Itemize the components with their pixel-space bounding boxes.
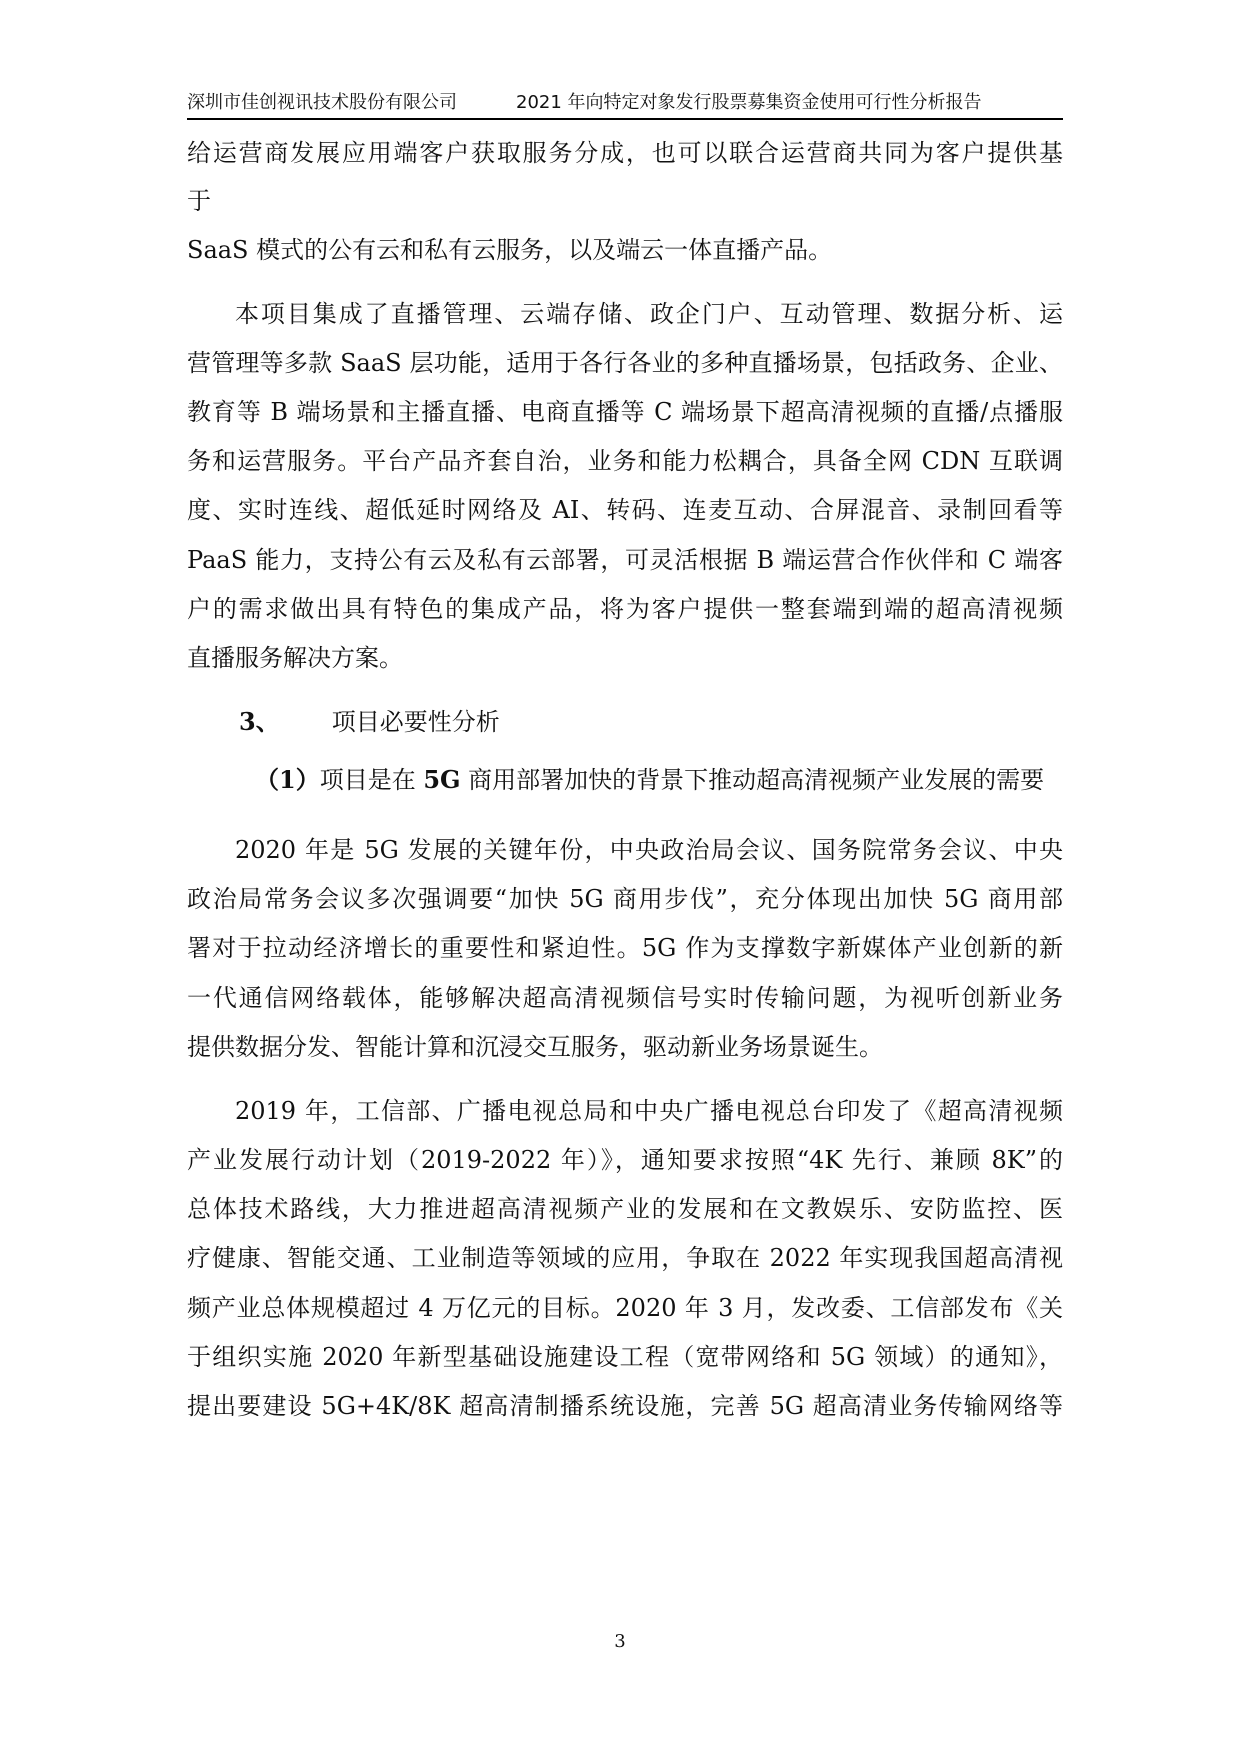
body-text-line: SaaS 模式的公有云和私有云服务，以及端云一体直播产品。 bbox=[187, 236, 833, 264]
paragraph-first-line: 2019 年，工信部、广播电视总局和中央广播电视总台印发了《超高清视频 bbox=[235, 1097, 1063, 1125]
section-title: 项目必要性分析 bbox=[331, 708, 500, 736]
section-number: 3、 bbox=[239, 707, 280, 736]
subsection-title-bold: 5G bbox=[423, 765, 461, 794]
body-text-line: 务和运营服务。平台产品齐套自治，业务和能力松耦合，具备全网 CDN 互联调 bbox=[187, 447, 1063, 475]
page-number: 3 bbox=[614, 1631, 626, 1652]
body-text-line: 于 bbox=[187, 187, 211, 215]
body-text-line: 教育等 B 端场景和主播直播、电商直播等 C 端场景下超高清视频的直播/点播服 bbox=[187, 398, 1063, 426]
body-text-line: 疗健康、智能交通、工业制造等领域的应用，争取在 2022 年实现我国超高清视 bbox=[187, 1244, 1063, 1272]
paragraph-first-line: 2020 年是 5G 发展的关键年份，中央政治局会议、国务院常务会议、中央 bbox=[235, 836, 1063, 864]
body-text-line: 直播服务解决方案。 bbox=[187, 644, 403, 672]
body-text-line: 提供数据分发、智能计算和沉浸交互服务，驱动新业务场景诞生。 bbox=[187, 1033, 883, 1061]
body-text-line: 一代通信网络载体，能够解决超高清视频信号实时传输问题，为视听创新业务 bbox=[187, 984, 1063, 1012]
header-company-name: 深圳市佳创视讯技术股份有限公司 bbox=[187, 92, 457, 113]
body-text-line: 于组织实施 2020 年新型基础设施建设工程（宽带网络和 5G 领域）的通知》， bbox=[187, 1343, 1063, 1371]
subsection-heading bbox=[255, 762, 1044, 798]
subsection-label: （1） bbox=[255, 765, 320, 794]
paragraph-first-line: 本项目集成了直播管理、云端存储、政企门户、互动管理、数据分析、运 bbox=[235, 300, 1063, 328]
header-report-title: 2021 年向特定对象发行股票募集资金使用可行性分析报告 bbox=[516, 92, 982, 113]
subsection-title-post: 商用部署加快的背景下推动超高清视频产业发展的需要 bbox=[460, 766, 1045, 794]
body-text-line: 户的需求做出具有特色的集成产品，将为客户提供一整套端到端的超高清视频 bbox=[187, 595, 1063, 623]
body-text-line: 给运营商发展应用端客户获取服务分成，也可以联合运营商共同为客户提供基 bbox=[187, 139, 1063, 167]
body-text-line: PaaS 能力，支持公有云及私有云部署，可灵活根据 B 端运营合作伙伴和 C 端客 bbox=[187, 546, 1063, 574]
body-text-line: 政治局常务会议多次强调要“加快 5G 商用步伐”，充分体现出加快 5G 商用部 bbox=[187, 885, 1063, 913]
body-text-line: 提出要建设 5G+4K/8K 超高清制播系统设施，完善 5G 超高清业务传输网络等 bbox=[187, 1392, 1063, 1420]
body-text-line: 产业发展行动计划（2019-2022 年）》，通知要求按照“4K 先行、兼顾 8K”的 bbox=[187, 1146, 1063, 1174]
body-text-line: 营管理等多款 SaaS 层功能，适用于各行各业的多种直播场景，包括政务、企业、 bbox=[187, 349, 1063, 377]
section-heading bbox=[239, 704, 500, 740]
body-text-line: 度、实时连线、超低延时网络及 AI、转码、连麦互动、合屏混音、录制回看等 bbox=[187, 496, 1063, 524]
subsection-title-pre: 项目是在 bbox=[319, 766, 424, 794]
body-text-line: 署对于拉动经济增长的重要性和紧迫性。5G 作为支撑数字新媒体产业创新的新 bbox=[187, 934, 1063, 962]
page-header bbox=[187, 88, 1063, 120]
body-text-line: 总体技术路线，大力推进超高清视频产业的发展和在文教娱乐、安防监控、医 bbox=[187, 1195, 1063, 1223]
body-text-line: 频产业总体规模超过 4 万亿元的目标。2020 年 3 月，发改委、工信部发布《关 bbox=[187, 1294, 1063, 1322]
